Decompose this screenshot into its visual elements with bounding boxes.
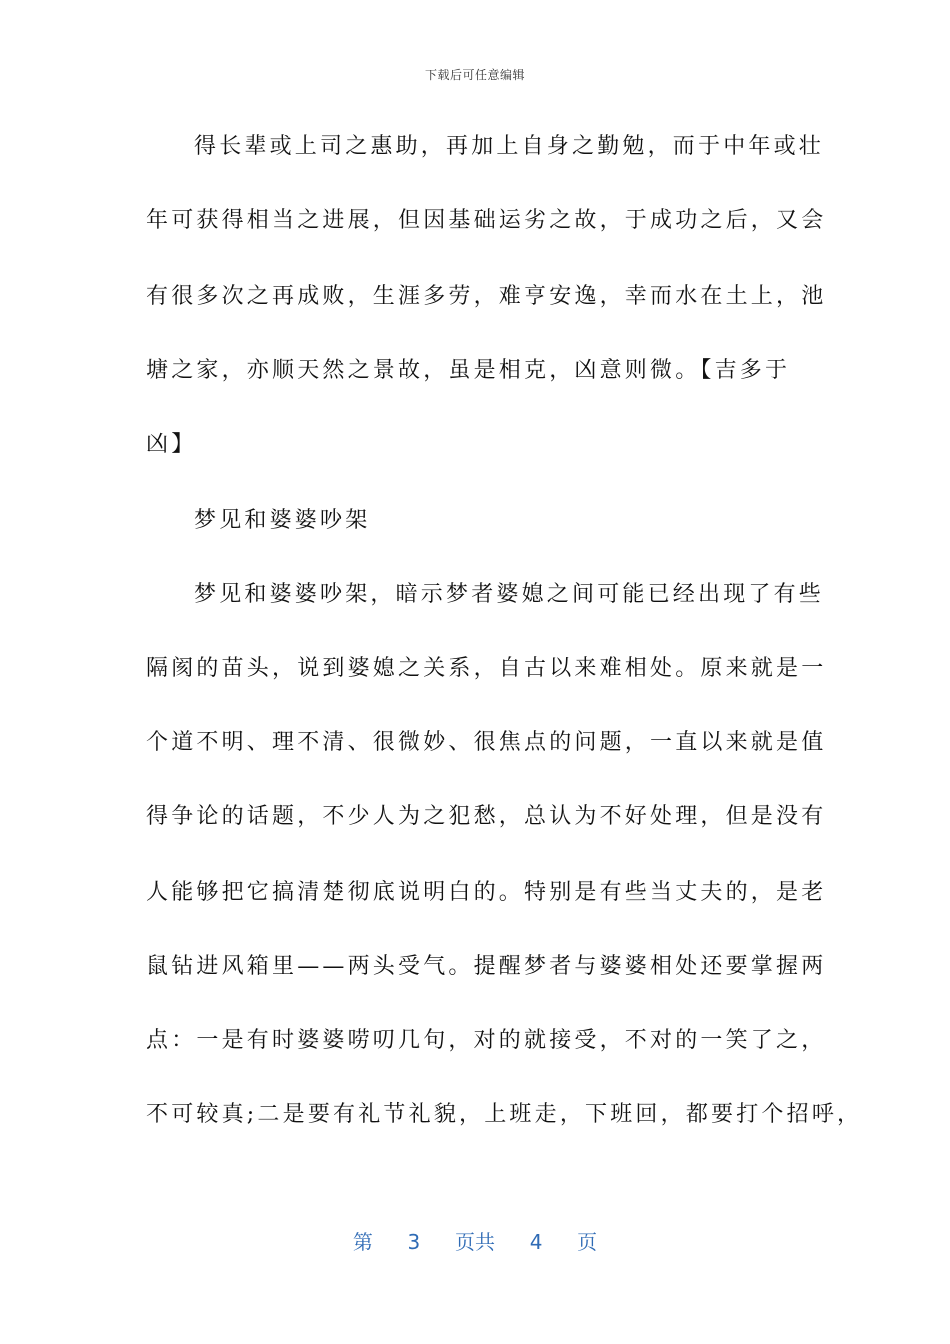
section-heading: 梦见和婆婆吵架 [194,508,371,533]
text-line: 塘之家，亦顺天然之景故，虽是相克，凶意则微。【吉多于 [146,358,791,383]
header-note: 下载后可任意编辑 [424,68,525,82]
page-footer [0,1226,950,1255]
text-line: 个道不明、理不清、很微妙、很焦点的问题，一直以来就是值 [146,730,827,755]
text-line: 隔阂的苗头，说到婆媳之关系，自古以来难相处。原来就是一 [146,656,827,681]
text-line: 梦见和婆婆吵架，暗示梦者婆媳之间可能已经出现了有些 [194,582,825,607]
footer-suffix: 页 [577,1230,598,1254]
text-line: 凶】 [146,432,197,457]
footer-total-pages: 4 [529,1230,543,1254]
text-line: 鼠钻进风箱里——两头受气。提醒梦者与婆婆相处还要掌握两 [146,954,827,979]
text-line: 年可获得相当之进展，但因基础运劣之故，于成功之后，又会 [146,208,827,233]
text-line: 得争论的话题，不少人为之犯愁，总认为不好处理，但是没有 [146,804,827,829]
text-line: 得长辈或上司之惠助，再加上自身之勤勉，而于中年或壮 [194,134,825,159]
text-line: 点：一是有时婆婆唠叨几句，对的就接受，不对的一笑了之， [146,1028,827,1053]
text-line: 人能够把它搞清楚彻底说明白的。特别是有些当丈夫的，是老 [146,880,827,905]
text-line: 有很多次之再成败，生涯多劳，难亨安逸，幸而水在土上，池 [146,284,827,309]
text-line: 不可较真;二是要有礼节礼貌，上班走，下班回，都要打个招呼， [146,1102,863,1127]
footer-middle: 页共 [455,1230,495,1254]
footer-current-page: 3 [407,1230,421,1254]
footer-prefix: 第 [352,1230,373,1254]
